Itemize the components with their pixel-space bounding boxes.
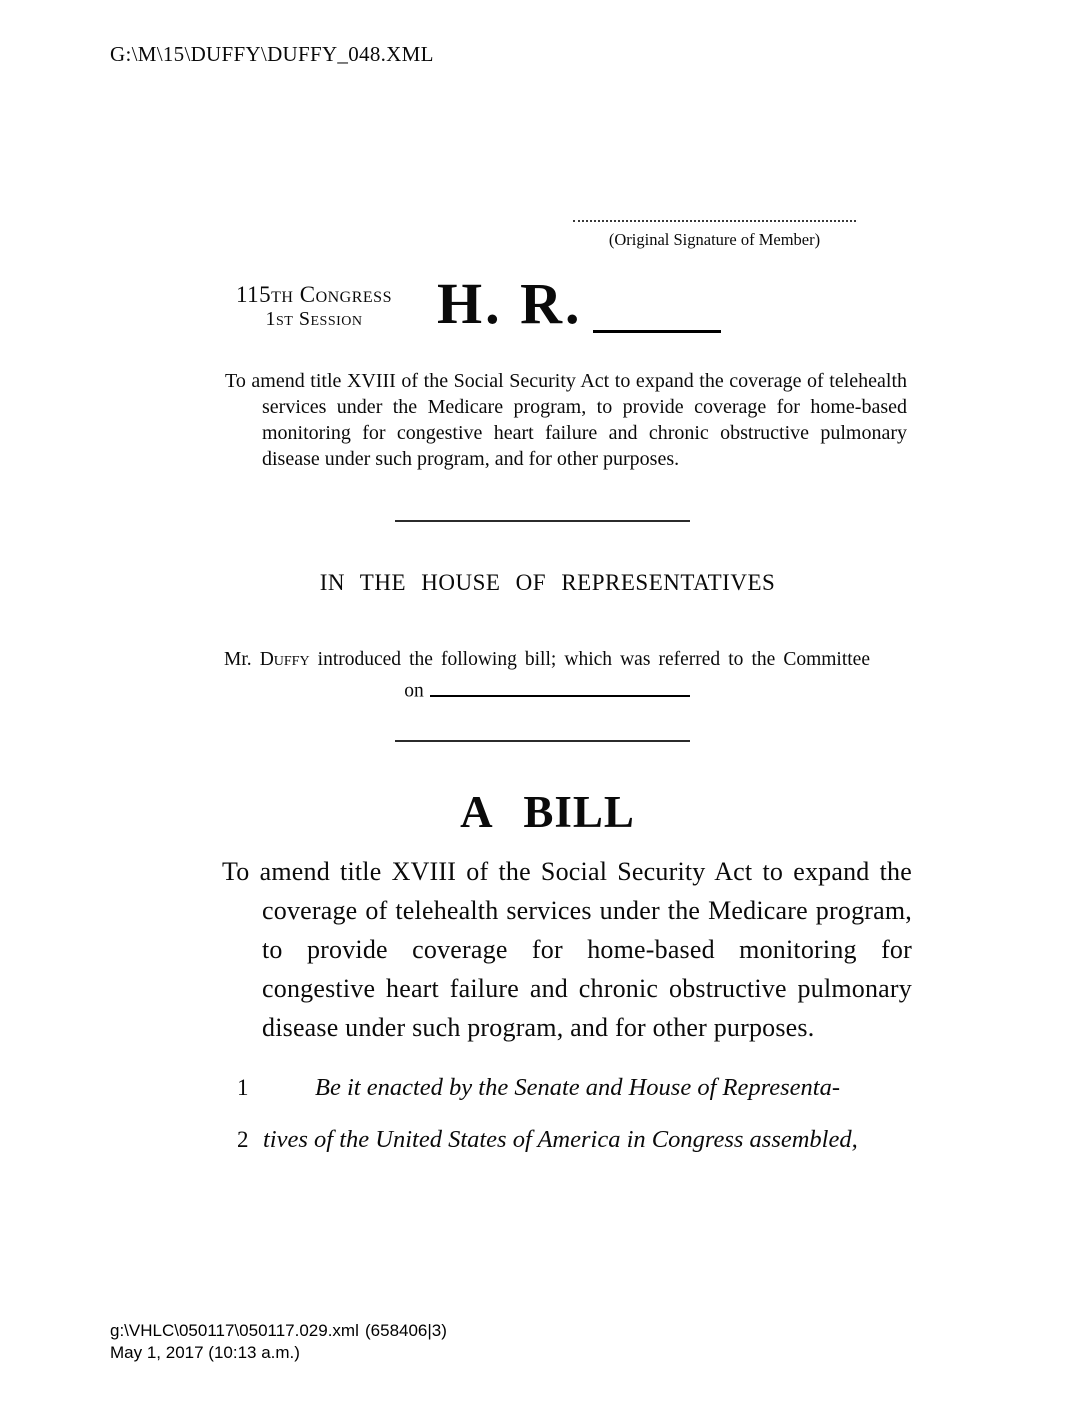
separator-rule-middle — [395, 740, 690, 742]
enacting-text-line-2: tives of the United States of America in Congress assembled, — [263, 1126, 858, 1153]
bill-text-line — [237, 1074, 887, 1126]
bill-number-blank-line — [593, 272, 721, 333]
sponsor-action-block — [224, 645, 870, 707]
footer-code: (658406|3) — [365, 1321, 447, 1340]
session-label: 1st Session — [265, 308, 363, 331]
bill-number-block — [437, 271, 721, 336]
footer-line-1 — [110, 1320, 447, 1342]
signature-caption: (Original Signature of Member) — [608, 230, 821, 249]
sponsor-line — [224, 645, 870, 675]
footer-date: May 1, 2017 (10:13 a.m.) — [110, 1343, 300, 1362]
sponsor-prefix: Mr. — [224, 649, 260, 670]
congress-label: 115th Congress — [236, 282, 392, 307]
signature-block — [573, 220, 856, 250]
bill-heading: A BILL — [460, 787, 635, 837]
sponsor-name: Duffy — [259, 649, 310, 670]
sponsor-action-text: introduced the following bill; which was referred to the Committee — [309, 649, 870, 670]
congress-session-block — [220, 282, 408, 331]
long-title: To amend title XVIII of the Social Security Act to expand the coverage of telehealth services under the Medicare program, to provide coverage for home-based monitoring for congestive heart failure and chronic obstructive pulmonary disease under such program, and for other purposes. — [225, 370, 907, 470]
chamber-heading: IN THE HOUSE OF REPRESENTATIVES — [319, 570, 776, 595]
committee-line — [224, 675, 870, 707]
footer-file-path: g:\VHLC\050117\050117.029.xml — [110, 1321, 359, 1340]
separator-rule-top — [395, 520, 690, 522]
line-number: 1 — [237, 1075, 249, 1100]
bill-number-prefix: H. R. — [437, 271, 583, 336]
enacting-text-line-1: Be it enacted by the Senate and House of Representa- — [315, 1074, 840, 1101]
line-number: 2 — [237, 1127, 249, 1152]
committee-blank-line — [430, 675, 690, 697]
file-path-header: G:\M\15\DUFFY\DUFFY_048.XML — [110, 42, 434, 66]
preamble: To amend title XVIII of the Social Security Act to expand the coverage of telehealth services under the Medicare program, to provide coverage for home-based monitoring for congestive heart failure and chronic obstructive pulmonary disease under such program, and for other purposes. — [222, 857, 912, 1042]
footer-block — [110, 1320, 447, 1364]
signature-dotted-line — [573, 220, 856, 222]
committee-on-label: on — [404, 680, 424, 702]
bill-text-line — [237, 1126, 887, 1178]
enacting-clause — [237, 1074, 887, 1178]
